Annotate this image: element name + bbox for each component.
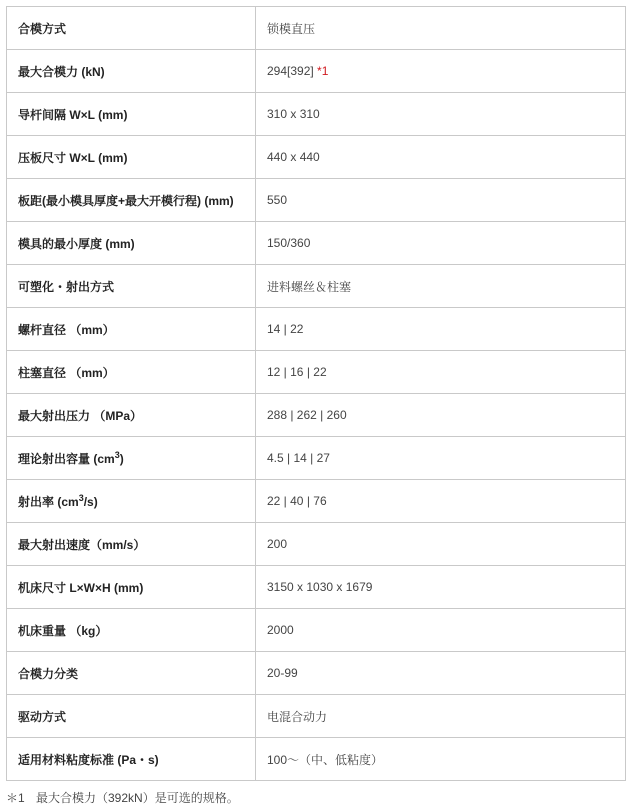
row-value: 100～（中、低粘度） bbox=[256, 738, 626, 781]
table-row bbox=[7, 738, 626, 781]
footnote-mark: ＊1 bbox=[6, 791, 25, 805]
row-value: 150/360 bbox=[256, 222, 626, 265]
table-row bbox=[7, 265, 626, 308]
row-label: 最大射出速度（mm/s） bbox=[7, 523, 256, 566]
row-label: 射出率 (cm bbox=[18, 494, 79, 509]
table-row bbox=[7, 437, 626, 480]
table-row bbox=[7, 480, 626, 523]
row-value-cell bbox=[256, 50, 626, 93]
row-label: 机床尺寸 L×W×H (mm) bbox=[7, 566, 256, 609]
row-label-end: /s) bbox=[83, 494, 98, 509]
row-label: 驱动方式 bbox=[7, 695, 256, 738]
row-label: 合模力分类 bbox=[7, 652, 256, 695]
row-value: 电混合动力 bbox=[256, 695, 626, 738]
table-row bbox=[7, 50, 626, 93]
spec-table-body bbox=[7, 7, 626, 781]
table-row bbox=[7, 308, 626, 351]
table-row bbox=[7, 179, 626, 222]
row-value: 2000 bbox=[256, 609, 626, 652]
row-label-cell bbox=[7, 480, 256, 523]
row-label-end: ) bbox=[119, 451, 124, 466]
table-row bbox=[7, 566, 626, 609]
row-value: 20-99 bbox=[256, 652, 626, 695]
row-value: 4.5 | 14 | 27 bbox=[256, 437, 626, 480]
row-value: 进料螺丝＆柱塞 bbox=[256, 265, 626, 308]
footnote-reference: *1 bbox=[317, 64, 329, 78]
footnote-text: 最大合模力（392kN）是可选的规格。 bbox=[36, 791, 239, 805]
row-label-cell bbox=[7, 437, 256, 480]
row-value: 440 x 440 bbox=[256, 136, 626, 179]
table-row bbox=[7, 222, 626, 265]
table-row bbox=[7, 136, 626, 179]
table-row bbox=[7, 695, 626, 738]
row-label: 螺杆直径 （mm） bbox=[7, 308, 256, 351]
row-value: 200 bbox=[256, 523, 626, 566]
row-value: 3150 x 1030 x 1679 bbox=[256, 566, 626, 609]
row-label: 最大射出压力 （MPa） bbox=[7, 394, 256, 437]
row-label: 适用材料粘度标准 (Pa・s) bbox=[7, 738, 256, 781]
row-label: 板距(最小模具厚度+最大开模行程) (mm) bbox=[7, 179, 256, 222]
table-row bbox=[7, 93, 626, 136]
row-value: 22 | 40 | 76 bbox=[256, 480, 626, 523]
row-label: 柱塞直径 （mm） bbox=[7, 351, 256, 394]
table-row bbox=[7, 523, 626, 566]
table-row bbox=[7, 394, 626, 437]
row-label: 理论射出容量 (cm bbox=[18, 451, 115, 466]
row-value: 288 | 262 | 260 bbox=[256, 394, 626, 437]
footnote bbox=[6, 789, 239, 806]
row-value: 锁模直压 bbox=[256, 7, 626, 50]
row-value: 310 x 310 bbox=[256, 93, 626, 136]
superscript: 3 bbox=[78, 492, 84, 503]
table-row bbox=[7, 7, 626, 50]
row-value: 14 | 22 bbox=[256, 308, 626, 351]
row-label: 合模方式 bbox=[7, 7, 256, 50]
row-label: 机床重量 （kg） bbox=[7, 609, 256, 652]
spec-table bbox=[6, 6, 626, 781]
row-value: 294[392] bbox=[267, 64, 318, 78]
superscript: 3 bbox=[114, 449, 120, 460]
row-label: 最大合模力 (kN) bbox=[7, 50, 256, 93]
row-value: 12 | 16 | 22 bbox=[256, 351, 626, 394]
row-label: 模具的最小厚度 (mm) bbox=[7, 222, 256, 265]
table-row bbox=[7, 652, 626, 695]
row-value: 550 bbox=[256, 179, 626, 222]
row-label: 压板尺寸 W×L (mm) bbox=[7, 136, 256, 179]
table-row bbox=[7, 609, 626, 652]
row-label: 可塑化・射出方式 bbox=[7, 265, 256, 308]
row-label: 导杆间隔 W×L (mm) bbox=[7, 93, 256, 136]
table-row bbox=[7, 351, 626, 394]
